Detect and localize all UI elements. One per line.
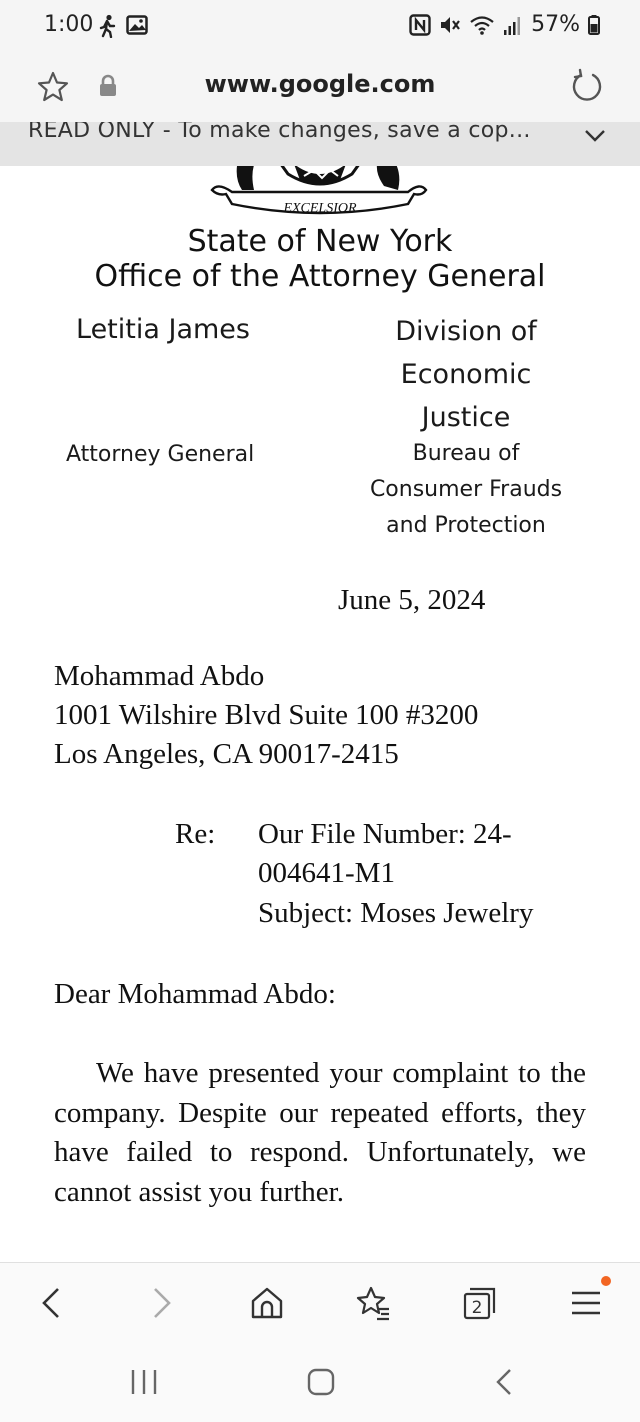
bureau-name: [356, 436, 576, 544]
walking-person-icon: [98, 14, 118, 38]
image-icon: [126, 14, 148, 38]
re-label: Re:: [175, 818, 216, 850]
attorney-general-name: Letitia James: [76, 314, 250, 345]
tabs-icon[interactable]: [460, 1283, 500, 1323]
home-button-icon[interactable]: [307, 1368, 335, 1396]
back-icon[interactable]: [32, 1283, 72, 1323]
notification-dot: [601, 1276, 611, 1286]
status-time: 1:00: [44, 12, 94, 37]
subject-line: Subject: Moses Jewelry: [258, 897, 534, 929]
read-only-banner[interactable]: [0, 122, 640, 166]
seal-motto: EXCELSIOR: [283, 201, 357, 216]
url-bar[interactable]: [0, 56, 640, 122]
state-name: State of New York: [187, 224, 453, 259]
recipient-street: 1001 Wilshire Blvd Suite 100 #3200: [54, 699, 479, 731]
file-number-line: Our File Number: 24-: [258, 818, 512, 850]
battery-percentage: 57%: [531, 12, 580, 37]
back-button-icon[interactable]: [490, 1368, 518, 1396]
bureau-line: Bureau of: [412, 441, 520, 466]
mute-icon: [439, 14, 461, 36]
recent-apps-icon[interactable]: [130, 1368, 158, 1396]
battery-icon: [588, 14, 600, 36]
bookmarks-icon[interactable]: [353, 1283, 393, 1323]
read-only-text: READ ONLY - To make changes, save a cop...: [28, 122, 531, 143]
division-name: [376, 310, 556, 439]
wifi-icon: [469, 14, 495, 36]
browser-toolbar: [0, 1262, 640, 1343]
letter-date: June 5, 2024: [338, 584, 486, 616]
body-paragraph: We have presented your complaint to the company. Despite our repeated efforts, they have failed to respond. Unfortunately, we cannot assist you further.: [54, 1057, 586, 1208]
status-left-icons: [98, 14, 148, 38]
salutation: Dear Mohammad Abdo:: [54, 978, 336, 1010]
home-icon[interactable]: [247, 1283, 287, 1323]
android-navigation-bar: [0, 1342, 640, 1422]
division-line: Justice: [421, 402, 511, 433]
menu-icon[interactable]: [566, 1283, 606, 1323]
file-number-continued: 004641-M1: [258, 857, 395, 889]
recipient-name: Mohammad Abdo: [54, 660, 265, 692]
division-line: Economic: [400, 359, 532, 390]
chevron-down-icon[interactable]: [584, 126, 606, 146]
division-line: Division of: [395, 316, 537, 347]
tab-count: 2: [471, 1298, 483, 1318]
document-page[interactable]: [0, 166, 640, 1262]
bureau-line: Consumer Frauds: [369, 477, 563, 502]
bureau-line: and Protection: [386, 513, 546, 538]
url-text[interactable]: www.google.com: [204, 70, 436, 98]
status-bar: [0, 0, 640, 56]
status-right: [409, 12, 600, 37]
forward-icon[interactable]: [141, 1283, 181, 1323]
reload-icon[interactable]: [570, 68, 604, 104]
recipient-city: Los Angeles, CA 90017-2415: [54, 738, 399, 770]
attorney-general-title: Attorney General: [66, 442, 255, 467]
signal-icon: [503, 14, 523, 36]
new-york-seal-image: [208, 166, 432, 222]
office-name: Office of the Attorney General: [94, 259, 546, 294]
nfc-icon: [409, 14, 431, 36]
